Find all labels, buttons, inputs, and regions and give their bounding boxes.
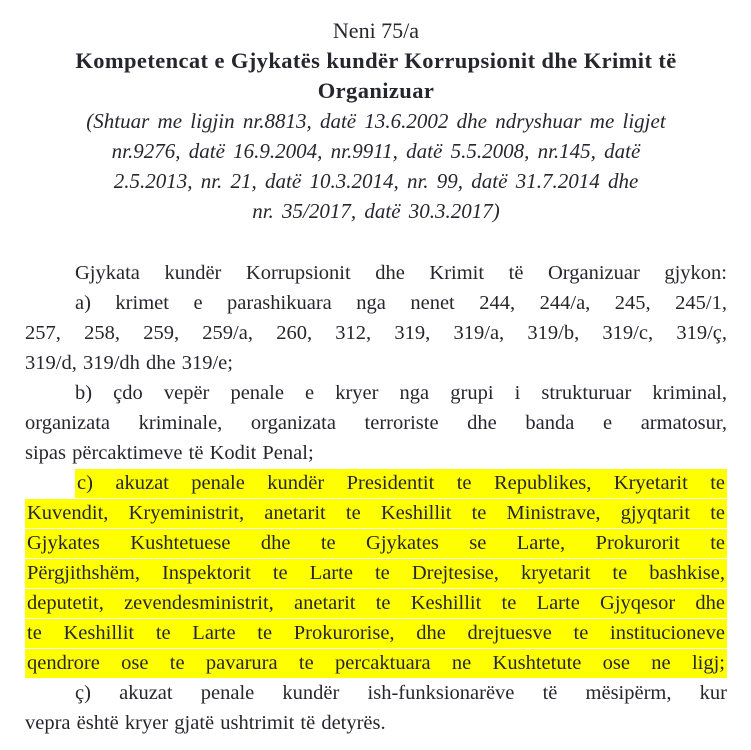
paragraph-c-cedilla [25,678,727,738]
text-line [25,588,727,618]
text-line: 257, 258, 259, 259/a, 260, 312, 319, 319/a, 319/b, 319/c, 319/ç, [25,322,727,344]
text-line: Neni 75/a [332,18,420,43]
text-line [25,618,727,648]
article-title-heading [25,46,727,106]
text-line: nr. 35/2017, datë 30.3.2017) [252,199,500,223]
text-line: Kompetencat e Gjykatës kundër Korrupsionit dhe Krimit të [75,48,677,73]
paragraph-b [25,378,727,468]
highlight-mark: c) akuzat penale kundër Presidentit te Republikes, Kryetarit te [75,469,727,498]
text-line [25,558,727,588]
text-line: vepra është kryer gjatë ushtrimit të detyrës. [25,712,386,734]
text-line [25,648,727,678]
text-line [25,468,727,498]
highlight-mark: Kuvendit, Kryeministrit, anetarit te Keshillit te Ministrave, gjyqtarit te [25,499,727,528]
text-line: Organizuar [317,78,435,103]
text-line: organizata kriminale, organizata terroriste dhe banda e armatosur, [25,412,727,434]
amendment-note [25,106,727,226]
text-line: a) krimet e parashikuara nga nenet 244, 244/a, 245, 245/1, [75,292,727,314]
text-line [25,528,727,558]
text-line: nr.9276, datë 16.9.2004, nr.9911, datë 5.5.2008, nr.145, datë [111,139,641,163]
text-line [25,498,727,528]
paragraph-intro [25,258,727,288]
highlight-mark: Gjykates Kushtetuese dhe te Gjykates se Larte, Prokurorit te [25,529,727,558]
text-line: b) çdo vepër penale e kryer nga grupi i strukturuar kriminal, [75,382,727,404]
paragraph-a [25,288,727,378]
highlight-mark: deputetit, zevendesministrit, anetarit te Keshillit te Larte Gjyqesor dhe [25,589,727,618]
article-number-heading [25,16,727,46]
text-line: ç) akuzat penale kundër ish-funksionarëve të mësipërm, kur [75,682,727,704]
text-line: sipas përcaktimeve të Kodit Penal; [25,442,314,464]
paragraph-c-highlighted [25,468,727,678]
article-text [25,16,727,738]
highlight-mark: qendrore ose te pavarura te percaktuara ne Kushtetute ose ne ligj; [25,649,727,678]
text-line: 319/d, 319/dh dhe 319/e; [25,352,233,374]
text-line: 2.5.2013, nr. 21, datë 10.3.2014, nr. 99, datë 31.7.2014 dhe [113,169,639,193]
highlight-mark: te Keshillit te Larte te Prokurorise, dhe drejtuesve te institucioneve [25,619,727,648]
text-line: (Shtuar me ligjin nr.8813, datë 13.6.2002 dhe ndryshuar me ligjet [86,109,666,133]
highlight-mark: Përgjithshëm, Inspektorit te Larte te Drejtesise, kryetarit te bashkise, [25,559,727,588]
text-line: Gjykata kundër Korrupsionit dhe Krimit të Organizuar gjykon: [75,262,727,284]
